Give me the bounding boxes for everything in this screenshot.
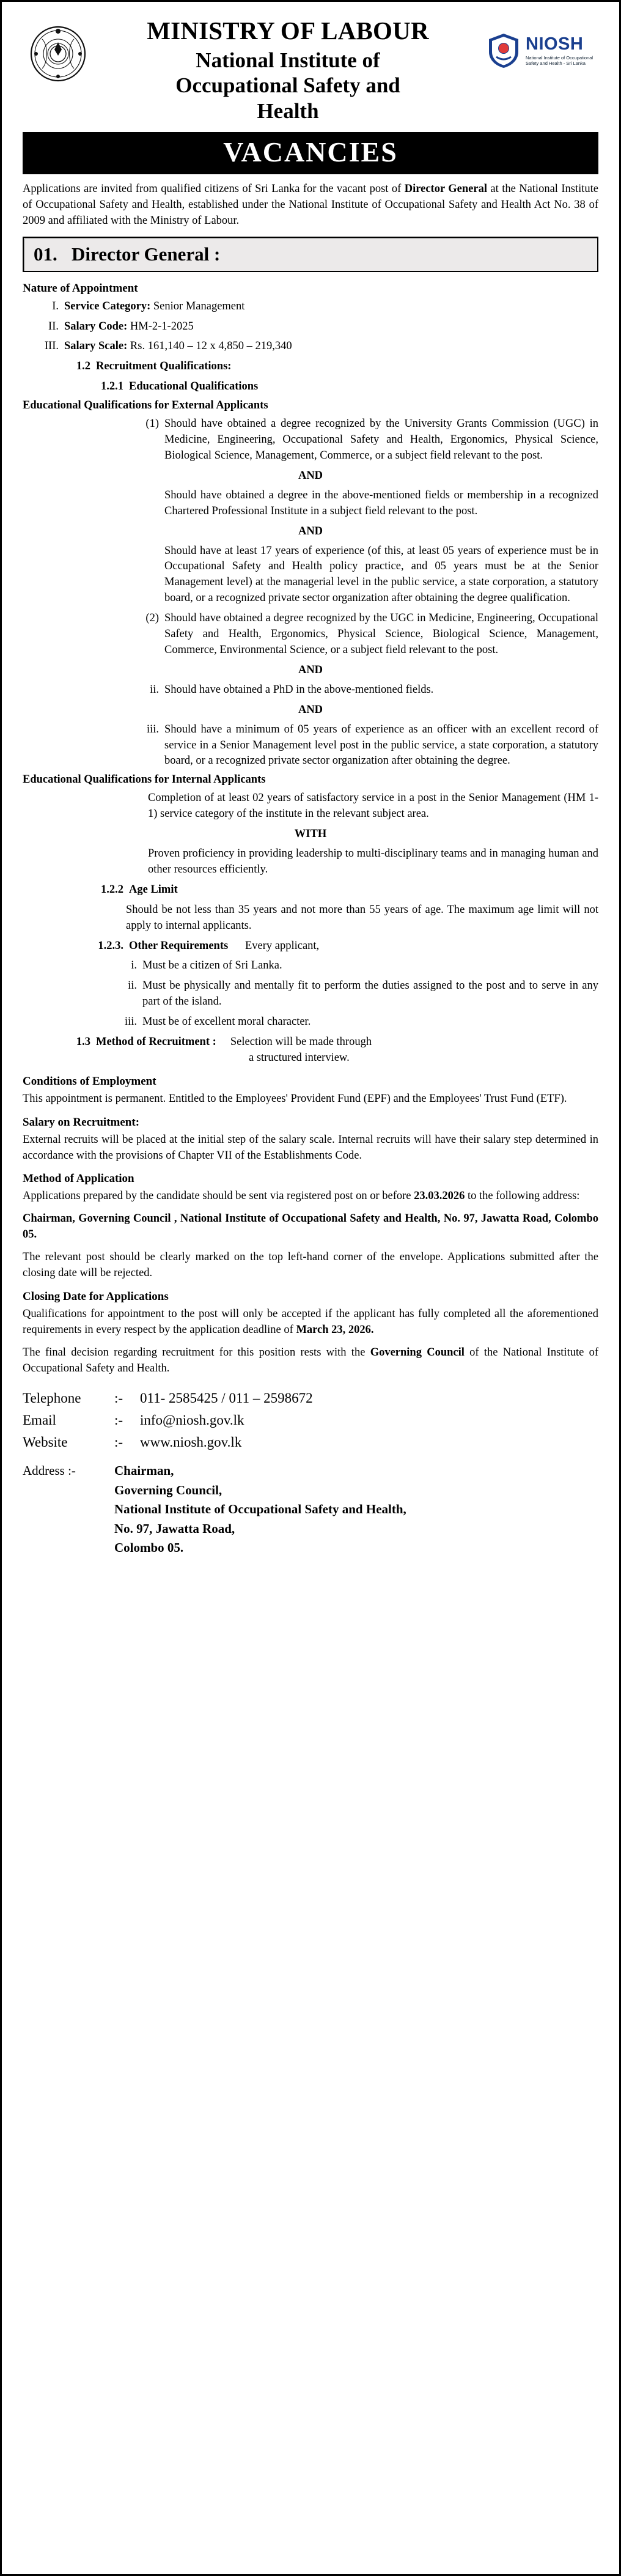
- method-of-application-heading: Method of Application: [23, 1172, 134, 1186]
- application-body-part1: Applications prepared by the candidate should be sent via registered post on or before: [23, 1190, 414, 1203]
- recruitment-qualifications-heading: [68, 359, 598, 375]
- salary-scale-value: Rs. 161,140 – 12 x 4,850 – 219,340: [130, 340, 292, 353]
- website-value[interactable]: www.niosh.gov.lk: [140, 1434, 242, 1450]
- closing-body-part1: Qualifications for appointment to the post will only be accepted if the applicant has fully completed all the aforementioned requirements in every respect by the application deadline of: [23, 1307, 598, 1336]
- intro-paragraph: Applications are invited from qualified citizens of Sri Lanka for the vacant post of Director General at the National Institute of Occupational Safety and Health, established under the National Institute of Occupational Safety and Health Act No. 38 of 2009 and affiliated with the Ministry of Labour.: [23, 182, 598, 227]
- with-body-row: [142, 846, 598, 878]
- external-item-2: [142, 611, 598, 659]
- external-item-2c-text: Should have a minimum of 05 years of experience as an officer with an excellent record of service in a Senior Management level post in the public service, a state corporation, a statutory board, or a recognized private sector organization after obtaining the degree.: [164, 723, 598, 767]
- post-number: 01.: [34, 243, 57, 265]
- application-deadline-date: 23.03.2026: [414, 1190, 465, 1203]
- institute-title-line1: National Institute of: [196, 48, 380, 73]
- niosh-sub-text: National Institute of Occupational Safety and Health - Sri Lanka: [526, 54, 593, 67]
- and-separator-1: AND: [298, 469, 323, 482]
- conditions-heading: Conditions of Employment: [23, 1074, 156, 1088]
- external-item-1b-text: Should have obtained a degree in the above-mentioned fields or membership in a recognized Chartered Professional Institute in a subject field relevant to the post.: [164, 489, 598, 517]
- with-body-text: Proven proficiency in providing leadership to multi-disciplinary teams and in managing human and other resources efficiently.: [148, 847, 598, 876]
- application-address: Chairman, Governing Council , National Institute of Occupational Safety and Health, No. 97, Jawatta Road, Colombo 05.: [23, 1212, 598, 1241]
- external-item-1: [142, 416, 598, 464]
- salary-code-label: Salary Code:: [64, 320, 128, 333]
- method-of-application-body: [23, 1189, 598, 1205]
- contact-row-website: [23, 1431, 598, 1453]
- contact-block: [23, 1387, 598, 1453]
- educational-qualifications-heading: [95, 379, 598, 395]
- intro-post-name: Director General: [404, 182, 487, 195]
- emblem-container: [23, 18, 94, 84]
- service-category-label: Service Category:: [64, 300, 151, 312]
- address-line: Governing Council,: [114, 1482, 222, 1497]
- institute-title-line3: Health: [257, 98, 319, 123]
- other-requirements-lead: Every applicant,: [244, 939, 320, 952]
- final-part2: of the National Institute of Occupational Safety and Health.: [23, 1346, 598, 1375]
- address-line: Chairman,: [114, 1463, 174, 1478]
- address-line: Colombo 05.: [114, 1540, 184, 1556]
- external-item-2b-text: Should have obtained a PhD in the above-mentioned fields.: [164, 683, 434, 696]
- external-item-1c-text: Should have at least 17 years of experience (of this, at least 05 years of experience must be in Occupational Safety and Health policy practice, and 05 years must be at the Senior Management level) at the managerial level in the public service, a state corporation, a statutory board, or a recognized private sector organization after obtaining the degree qualification.: [164, 544, 598, 605]
- educational-title: Educational Qualifications: [129, 380, 259, 393]
- governing-council-bold: Governing Council: [370, 1346, 465, 1359]
- age-limit-number: 1.2.2: [101, 883, 123, 896]
- external-item-2-text: Should have obtained a degree recognized by the UGC in Medicine, Engineering, Occupational Safety and Health, Ergonomics, Physical Science, Biological Science, Management, Commerce, Environmental Science, or a subject field relevant to the post.: [164, 612, 598, 656]
- final-decision-body: [23, 1345, 598, 1377]
- external-item-1-mark: (1): [145, 418, 159, 430]
- method-value-line2: a structured interview.: [249, 1051, 350, 1064]
- salary-on-recruitment-heading: Salary on Recruitment:: [23, 1115, 140, 1129]
- telephone-colon: :-: [114, 1390, 123, 1406]
- closing-date-value: March 23, 2026.: [296, 1323, 374, 1336]
- sri-lanka-national-emblem-icon: [30, 24, 86, 84]
- recruitment-title: Recruitment Qualifications:: [96, 360, 232, 373]
- other-requirement-item: [120, 1014, 598, 1030]
- educational-number: 1.2.1: [101, 380, 123, 393]
- external-item-1b: [142, 488, 598, 520]
- email-label: Email: [23, 1412, 56, 1428]
- institute-title-line2: Occupational Safety and: [175, 73, 400, 98]
- closing-date-heading: Closing Date for Applications: [23, 1290, 169, 1303]
- other-requirement-text: Must be a citizen of Sri Lanka.: [142, 959, 282, 972]
- salary-code-row: [43, 319, 598, 335]
- other-requirements-title: Other Requirements: [129, 939, 229, 952]
- other-requirements-number: 1.2.3.: [98, 939, 123, 952]
- external-item-1-text: Should have obtained a degree recognized by the University Grants Commission (UGC) in Medicine, Engineering, Occupational Safety and Health, Ergonomics, Physical Science, Biological Science, Management, Commerce, or a subject field relevant to the post.: [164, 418, 598, 462]
- with-separator: WITH: [294, 828, 327, 841]
- external-item-2c-mark: iii.: [146, 723, 159, 736]
- external-item-2c: [142, 722, 598, 770]
- other-requirement-text: Must be physically and mentally fit to perform the duties assigned to the post and to serve in any part of the island.: [142, 980, 598, 1008]
- contact-row-email: [23, 1409, 598, 1431]
- address-line: National Institute of Occupational Safety and Health,: [114, 1502, 406, 1517]
- external-item-2b: [142, 682, 598, 698]
- other-requirement-item: [120, 978, 598, 1010]
- and-separator-4: AND: [298, 703, 323, 716]
- vacancies-banner: VACANCIES: [23, 132, 598, 174]
- website-label: Website: [23, 1434, 68, 1450]
- service-category-mark: I.: [52, 300, 59, 312]
- other-requirement-mark: iii.: [124, 1016, 137, 1028]
- address-line: No. 97, Jawatta Road,: [114, 1521, 235, 1536]
- age-limit-heading: [95, 882, 598, 898]
- telephone-label: Telephone: [23, 1390, 81, 1406]
- salary-scale-mark: III.: [44, 340, 59, 353]
- method-value-line1: Selection will be made through: [230, 1036, 372, 1048]
- and-separator-2: AND: [298, 525, 323, 537]
- age-limit-title: Age Limit: [129, 883, 178, 896]
- salary-scale-label: Salary Scale:: [64, 340, 128, 353]
- other-requirement-mark: i.: [131, 959, 137, 972]
- closing-date-body: [23, 1307, 598, 1338]
- email-colon: :-: [114, 1412, 123, 1428]
- header-titles: [100, 18, 476, 124]
- internal-applicants-text: Completion of at least 02 years of satisfactory service in a post in the Senior Management (HM 1-1) service category of the institute in the relevant subject area.: [148, 792, 598, 821]
- address-label: Address :-: [23, 1463, 76, 1478]
- other-requirement-mark: ii.: [128, 980, 137, 992]
- niosh-wordmark: NIOSH: [526, 34, 584, 54]
- other-requirements-heading: [95, 939, 598, 954]
- external-applicants-heading: Educational Qualifications for External Applicants: [23, 399, 268, 412]
- recruitment-number: 1.2: [76, 360, 90, 373]
- method-title: Method of Recruitment :: [96, 1036, 216, 1048]
- post-title: Director General :: [72, 243, 221, 265]
- service-category-row: [43, 299, 598, 315]
- address-block: [23, 1461, 598, 1558]
- conditions-body: This appointment is permanent. Entitled to the Employees' Provident Fund (EPF) and the Employees' Trust Fund (ETF).: [23, 1092, 567, 1105]
- service-category-value: Senior Management: [153, 300, 245, 312]
- contact-row-telephone: [23, 1387, 598, 1409]
- website-colon: :-: [114, 1434, 123, 1450]
- nature-of-appointment-heading: Nature of Appointment: [23, 281, 138, 295]
- address-lines: [114, 1461, 598, 1558]
- niosh-shield-icon: [487, 32, 521, 69]
- email-value[interactable]: info@niosh.gov.lk: [140, 1412, 244, 1428]
- telephone-value[interactable]: 011- 2585425 / 011 – 2598672: [140, 1390, 313, 1406]
- internal-applicants-heading: Educational Qualifications for Internal Applicants: [23, 773, 266, 786]
- age-limit-text: Should be not less than 35 years and not more than 55 years of age. The maximum age limit will not apply to internal applicants.: [126, 903, 598, 932]
- salary-code-mark: II.: [48, 320, 59, 333]
- method-number: 1.3: [76, 1036, 90, 1048]
- application-body-part2: to the following address:: [465, 1190, 580, 1203]
- other-requirement-text: Must be of excellent moral character.: [142, 1016, 311, 1028]
- document-header: [23, 18, 598, 124]
- salary-scale-row: [43, 339, 598, 355]
- salary-code-value: HM-2-1-2025: [130, 320, 194, 333]
- niosh-logo-container: [482, 18, 598, 69]
- final-part1: The final decision regarding recruitment for this position rests with the: [23, 1346, 370, 1359]
- external-item-2-mark: (2): [145, 612, 159, 625]
- salary-on-recruitment-body: External recruits will be placed at the initial step of the salary scale. Internal recruits will have their salary step determined in accordance with the provisions of Chapter VII of the Establishments Code.: [23, 1133, 598, 1162]
- post-title-box: [23, 237, 598, 272]
- other-requirement-item: [120, 958, 598, 974]
- external-item-1c: [142, 544, 598, 607]
- and-separator-3: AND: [298, 663, 323, 676]
- method-of-recruitment-row: [68, 1035, 598, 1066]
- ministry-title: MINISTRY OF LABOUR: [147, 17, 429, 45]
- age-limit-body: [120, 902, 598, 934]
- external-item-2b-mark: ii.: [150, 683, 159, 696]
- internal-applicants-body: [142, 791, 598, 822]
- application-note: The relevant post should be clearly marked on the top left-hand corner of the envelope. Applications submitted after the closing date will be rejected.: [23, 1251, 598, 1280]
